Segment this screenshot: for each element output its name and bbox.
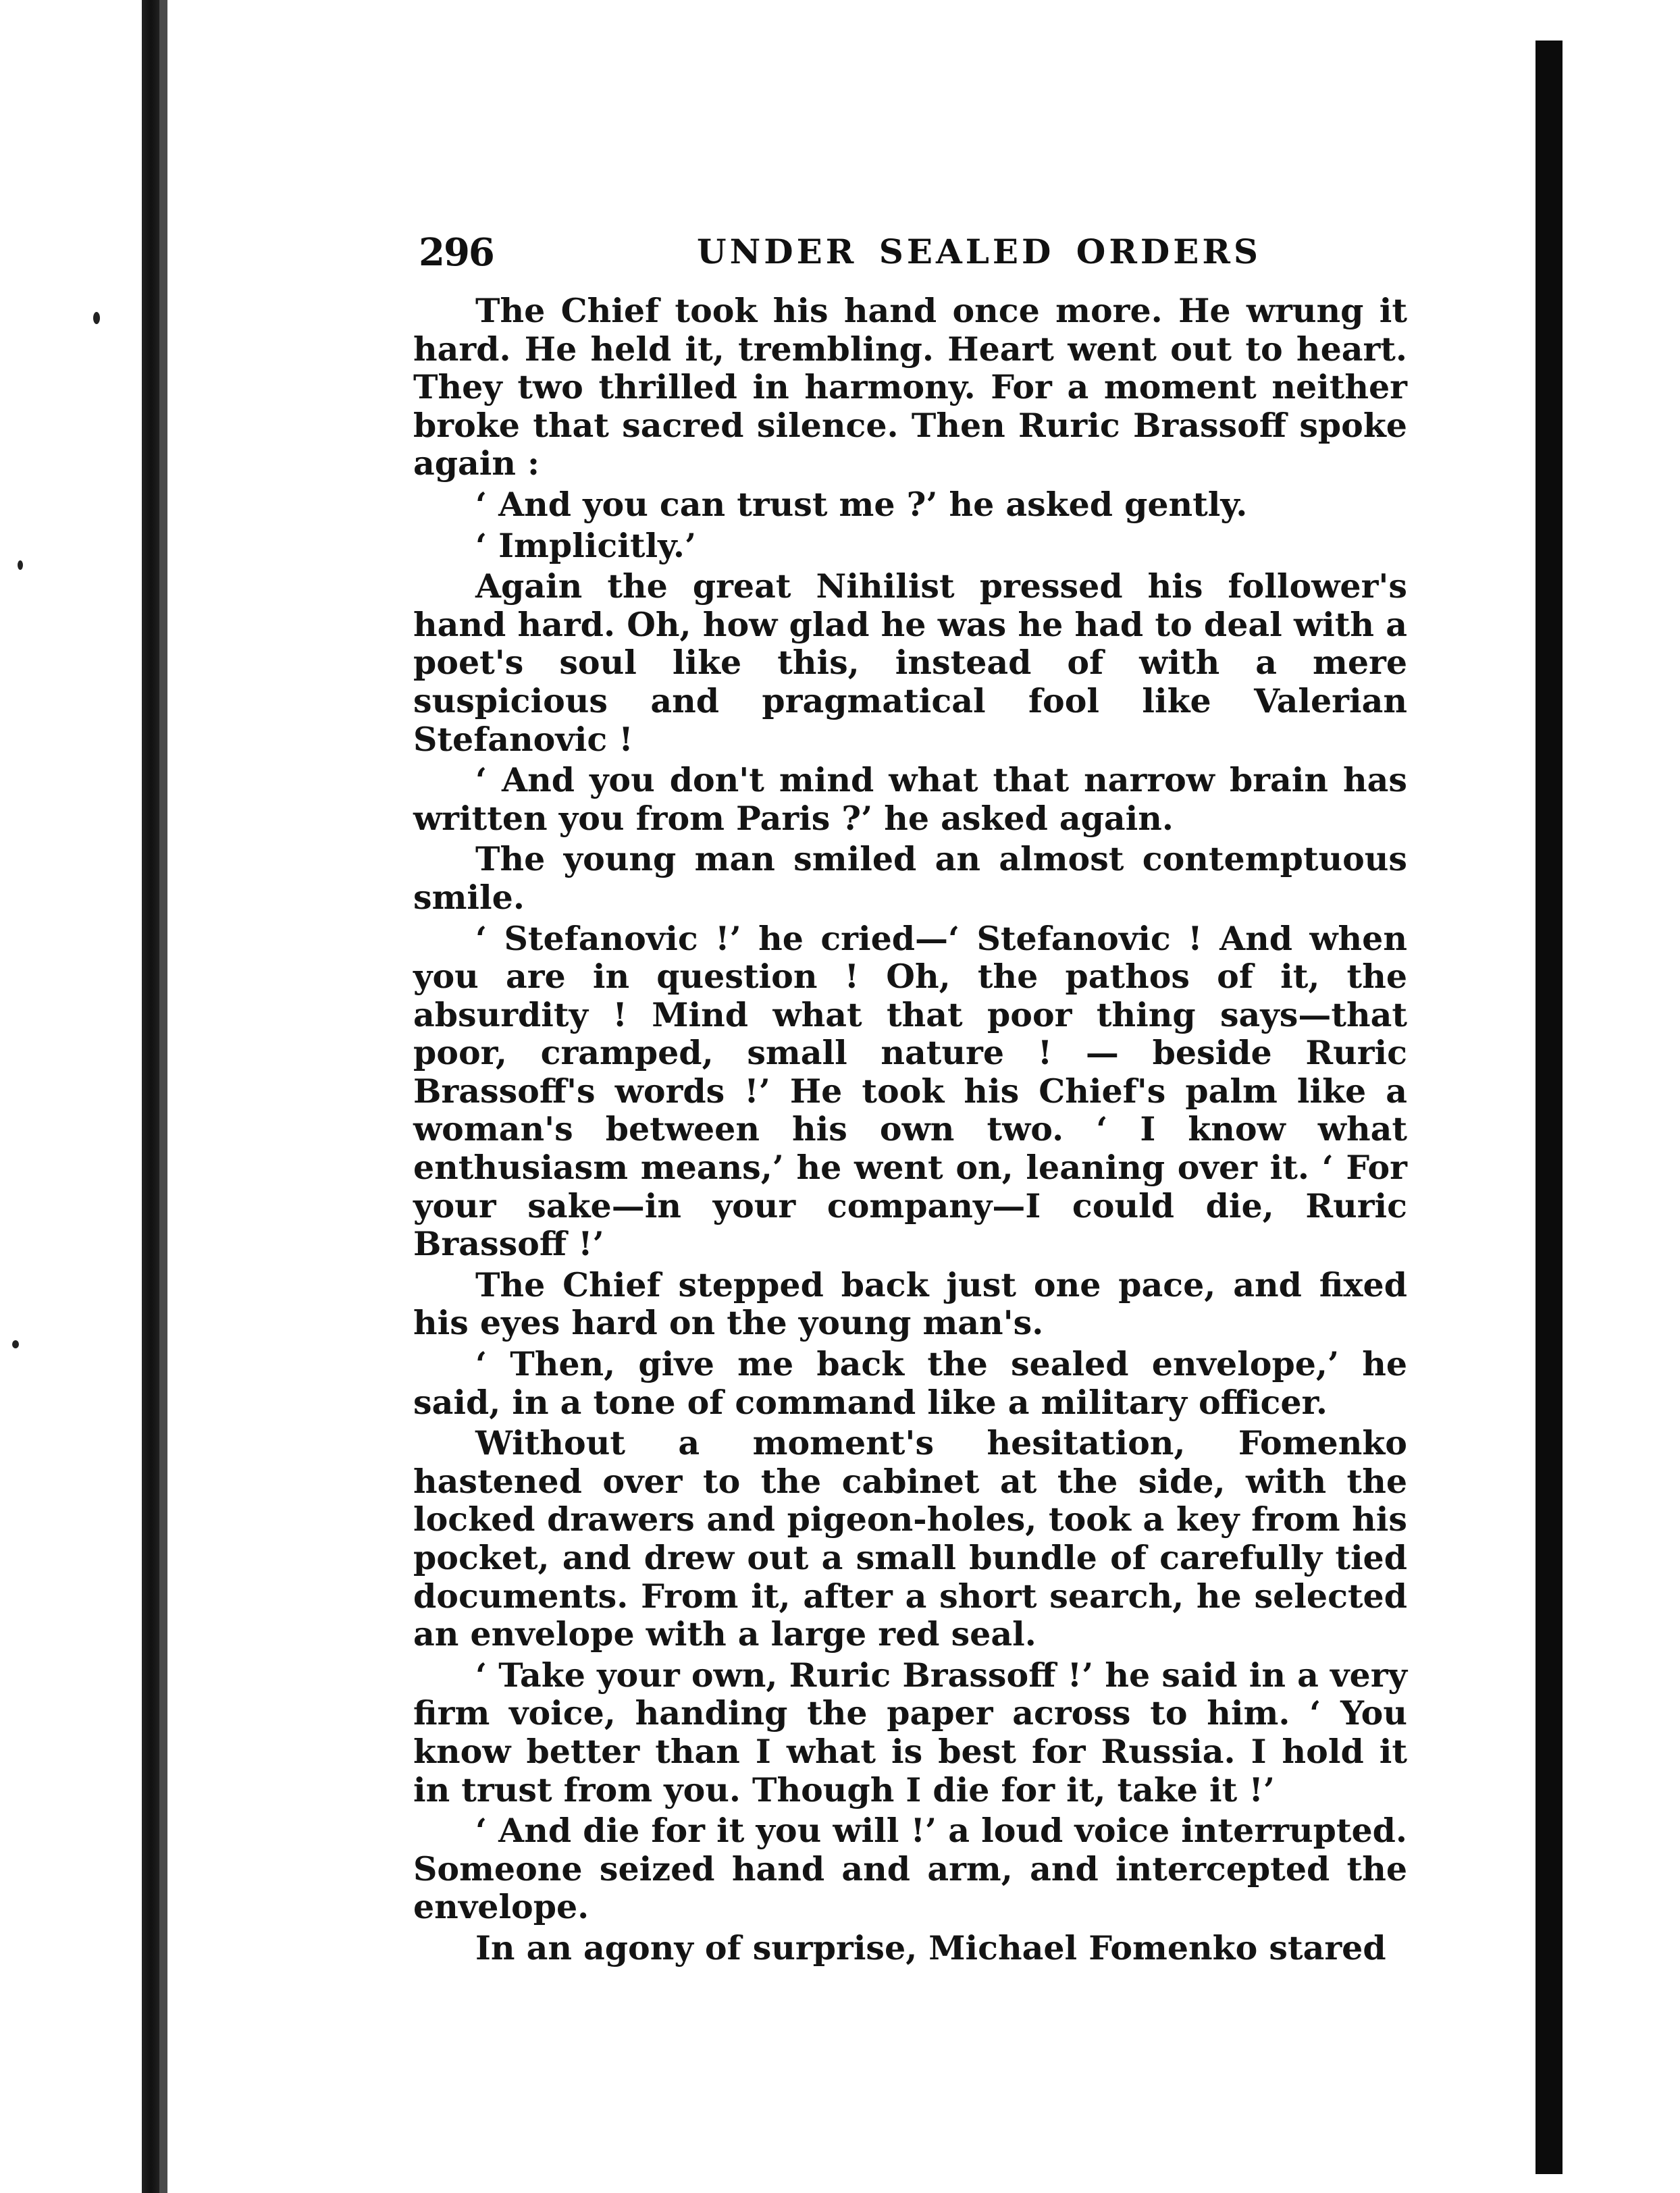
dust-speck: [93, 312, 100, 324]
paragraph: ‘ And you don't mind what that narrow brain has written you from Paris ?’ he asked again.: [413, 760, 1407, 838]
paragraph: The Chief stepped back just one pace, and fixed his eyes hard on the young man's.: [413, 1265, 1407, 1343]
paragraph: ‘ Take your own, Ruric Brassoff !’ he said in a very firm voice, handing the paper across to him. ‘ You know better than I what is best for Russia. I hold it in trust from you. Though I die for it, take it !’: [413, 1655, 1407, 1809]
paragraph: ‘ Stefanovic !’ he cried—‘ Stefanovic ! And when you are in question ! Oh, the pathos of it, the absurdity ! Mind what that poor thing says—that poor, cramped, small nature ! — beside Ruric Brassoff's words !’ He took his Chief's palm like a woman's between his own two. ‘ I know what enthusiasm means,’ he went on, leaning over it. ‘ For your sake—in your company—I could die, Ruric Brassoff !’: [413, 918, 1407, 1264]
running-head: [419, 226, 1486, 287]
paragraph: ‘ And die for it you will !’ a loud voice interrupted. Someone seized hand and arm, and intercepted the envelope.: [413, 1811, 1407, 1927]
facing-page-edge: [1535, 41, 1563, 2174]
paragraph: Again the great Nihilist pressed his follower's hand hard. Oh, how glad he was he had to deal with a poet's soul like this, instead of with a mere suspicious and pragmatical fool like Valerian Stefanovic !: [413, 566, 1407, 759]
dust-speck: [12, 1340, 19, 1348]
paragraph: ‘ Then, give me back the sealed envelope,’ he said, in a tone of command like a military officer.: [413, 1344, 1407, 1422]
page-number: 296: [419, 230, 494, 275]
paragraph: The Chief took his hand once more. He wrung it hard. He held it, trembling. Heart went out to heart. They two thrilled in harmony. For a moment neither broke that sacred silence. Then Ruric Brassoff spoke again :: [413, 291, 1407, 483]
scan-background-right: [1563, 0, 1680, 2193]
body-text: [413, 292, 1407, 1970]
paragraph: The young man smiled an almost contemptuous smile.: [413, 839, 1407, 917]
paragraph: ‘ And you can trust me ?’ he asked gently.: [475, 484, 1248, 524]
book-binding-shadow: [159, 0, 167, 2193]
dust-speck: [18, 560, 23, 570]
scan-background-left: [0, 0, 162, 2193]
paragraph: In an agony of surprise, Michael Fomenko stared: [475, 1928, 1386, 1967]
running-title: UNDER SEALED ORDERS: [697, 232, 1262, 271]
paragraph: ‘ Implicitly.’: [475, 525, 697, 565]
paragraph: Without a moment's hesitation, Fomenko hastened over to the cabinet at the side, with the locked drawers and pigeon-holes, took a key from his pocket, and drew out a small bundle of carefully tied documents. From it, after a short search, he selected an envelope with a large red seal.: [413, 1423, 1407, 1654]
